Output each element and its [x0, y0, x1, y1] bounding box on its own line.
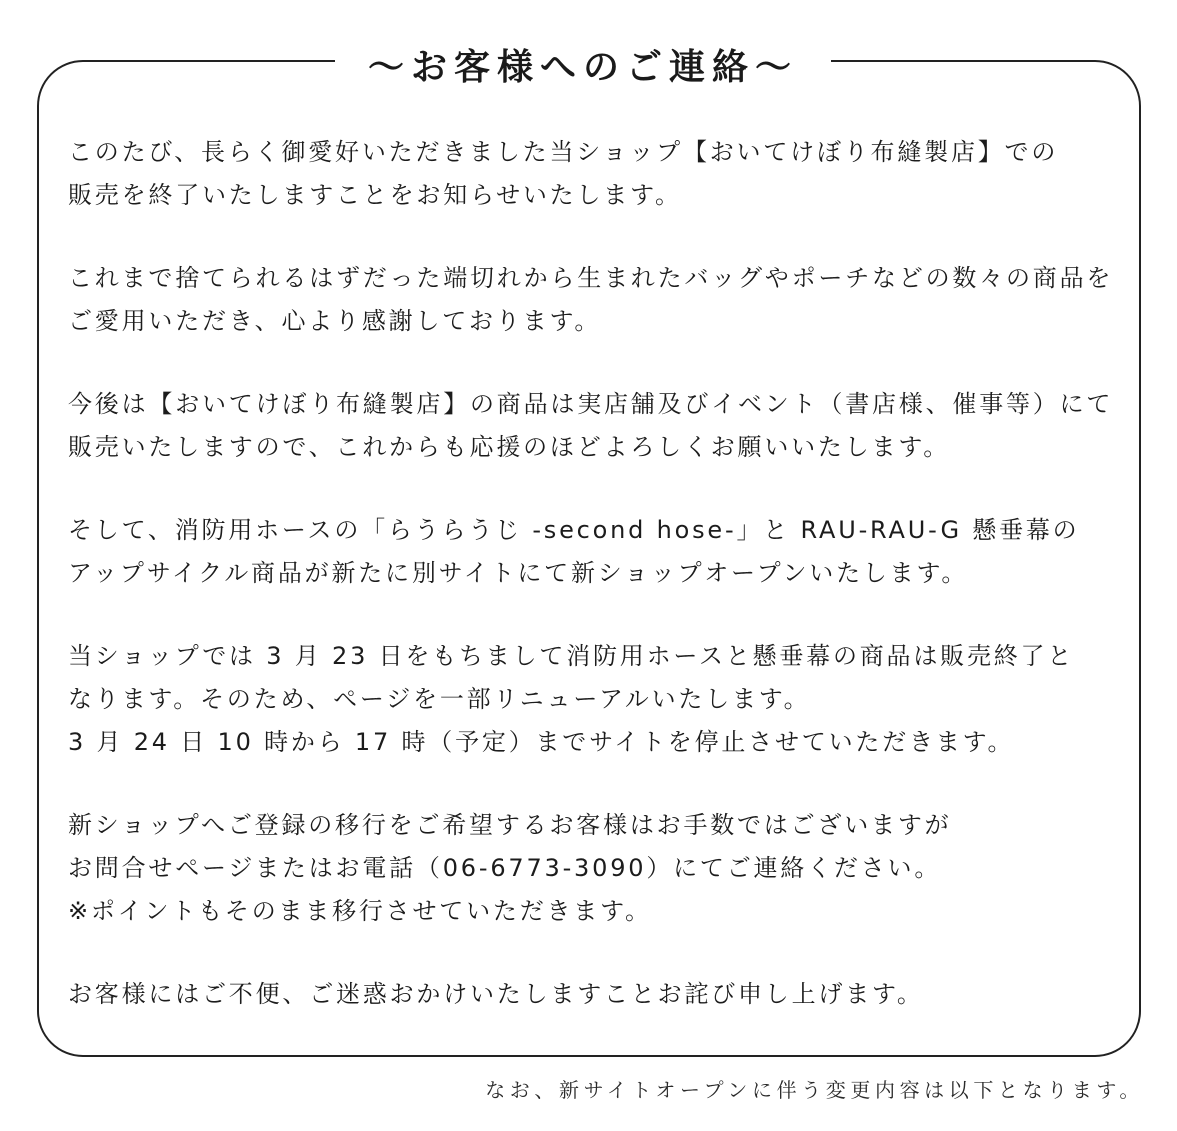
notice-line: そして、消防用ホースの「らうらうじ -second hose-」と RAU-RAU-G 懸垂幕の [68, 516, 1080, 544]
notice-line: 販売を終了いたしますことをお知らせいたします。 [68, 181, 682, 209]
notice-title: ～お客様へのご連絡～ [335, 40, 831, 96]
notice-body [68, 131, 1113, 1016]
notice-paragraph [68, 635, 1113, 764]
notice-line: これまで捨てられるはずだった端切れから生まれたバッグやポーチなどの数々の商品を [68, 264, 1114, 292]
notice-line: ※ポイントもそのまま移行させていただきます。 [68, 897, 652, 925]
notice-line: アップサイクル商品が新たに別サイトにて新ショップオープンいたします。 [68, 559, 969, 587]
notice-line: 新ショップへご登録の移行をご希望するお客様はお手数ではございますが [68, 811, 952, 839]
notice-line: ご愛用いただき、心より感謝しております。 [68, 307, 602, 335]
notice-line: 今後は【おいてけぼり布縫製店】の商品は実店舗及びイベント（書店様、催事等）にて [68, 390, 1114, 418]
notice-line: お問合せページまたはお電話（06-6773-3090）にてご連絡ください。 [68, 854, 942, 882]
notice-line: このたび、長らく御愛好いただきました当ショップ【おいてけぼり布縫製店】での [68, 138, 1059, 166]
notice-paragraph [68, 804, 1113, 933]
notice-line: なります。そのため、ページを一部リニューアルいたします。 [68, 685, 811, 713]
footer-note: なお、新サイトオープンに伴う変更内容は以下となります。 [485, 1078, 1144, 1102]
notice-line: 販売いたしますので、これからも応援のほどよろしくお願いいたします。 [68, 433, 950, 461]
notice-line: お客様にはご不便、ご迷惑おかけいたしますことお詫び申し上げます。 [68, 980, 924, 1008]
notice-line: 3 月 24 日 10 時から 17 時（予定）までサイトを停止させていただきます。 [68, 728, 1015, 756]
notice-paragraph [68, 973, 1113, 1016]
notice-paragraph [68, 383, 1113, 469]
notice-paragraph [68, 257, 1113, 343]
notice-line: 当ショップでは 3 月 23 日をもちまして消防用ホースと懸垂幕の商品は販売終了と [68, 642, 1075, 670]
notice-paragraph [68, 509, 1113, 595]
notice-paragraph [68, 131, 1113, 217]
